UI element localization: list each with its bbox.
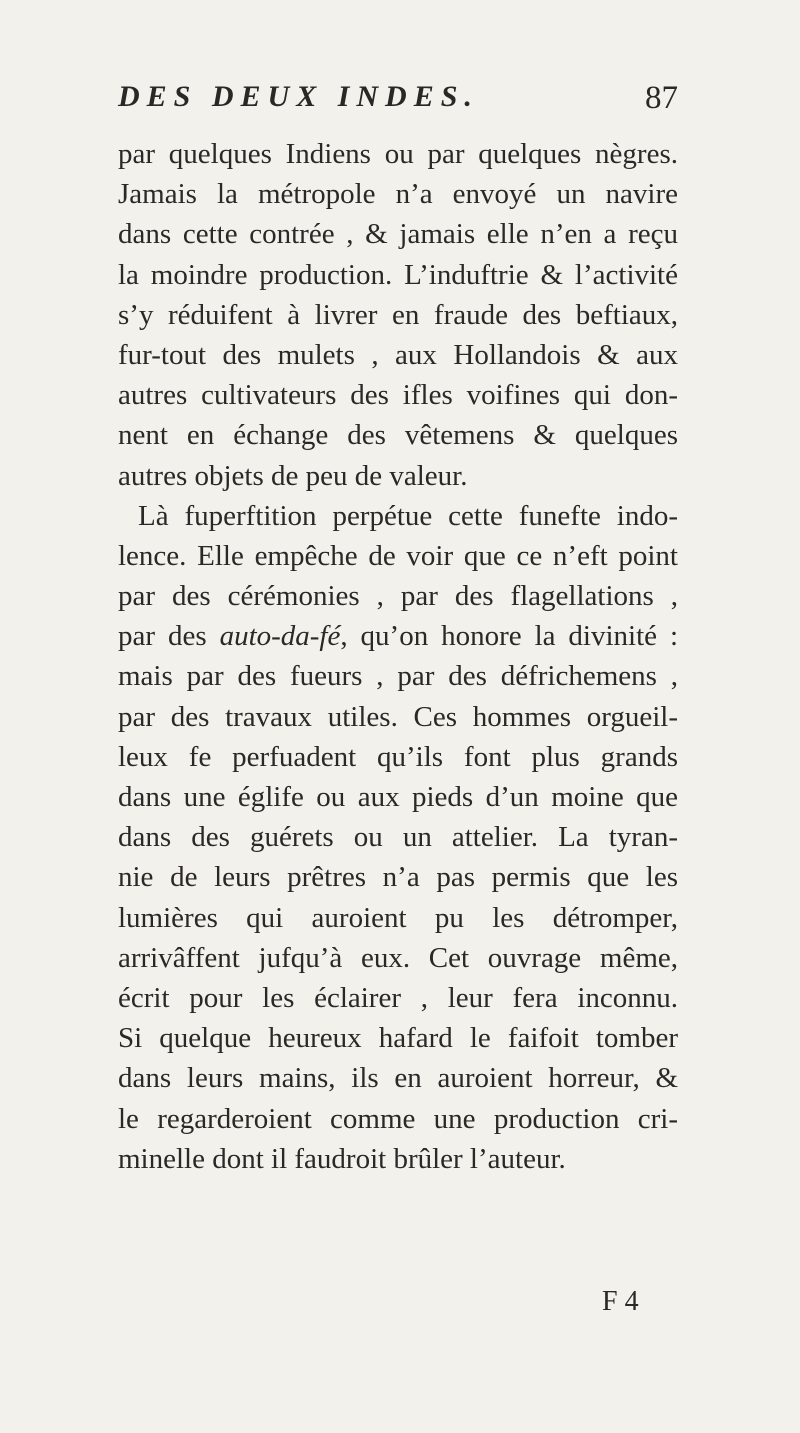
text-line-4: la moindre production. L’induftrie & l’activité <box>118 258 678 291</box>
text-line-10: Là fuperftition perpétue cette funefte indo- <box>138 499 678 532</box>
text-line-18: dans des guérets ou un attelier. La tyran- <box>118 821 678 854</box>
page-number: 87 <box>645 80 678 116</box>
text-line-20: lumières qui auroient pu les détromper, <box>118 901 678 934</box>
text-line-2: Jamais la métropole n’a envoyé un navire <box>118 178 678 211</box>
text-line-13-suffix: , qu’on honore la divinité : <box>340 620 679 653</box>
text-line-17: dans une églife ou aux pieds d’un moine que <box>118 781 678 813</box>
page-header <box>118 80 678 124</box>
text-line-25: le regarderoient comme une production cri- <box>118 1102 678 1135</box>
text-line-9: autres objets de peu de valeur. <box>118 459 468 492</box>
text-line-26: minelle dont il faudroit brûler l’auteur. <box>118 1142 566 1175</box>
text-line-3: dans cette contrée , & jamais elle n’en a reçu <box>118 218 678 251</box>
text-line-7: autres cultivateurs des ifles voifines qui don- <box>118 379 678 412</box>
text-line-5: s’y réduifent à livrer en fraude des beftiaux, <box>118 298 678 331</box>
text-line-22: écrit pour les éclairer , leur fera inconnu. <box>118 981 678 1014</box>
text-line-21: arrivâffent jufqu’à eux. Cet ouvrage même, <box>118 941 678 974</box>
text-line-13 <box>118 616 678 656</box>
text-line-14: mais par des fueurs , par des défrichemens , <box>118 660 678 693</box>
text-line-23: Si quelque heureux hafard le faifoit tomber <box>118 1022 678 1055</box>
text-line-6: fur-tout des mulets , aux Hollandois & aux <box>118 338 678 371</box>
text-line-11: lence. Elle empêche de voir que ce n’eft point <box>118 539 678 572</box>
text-line-12: par des cérémonies , par des flagellations , <box>118 580 678 613</box>
body-text <box>118 134 678 1179</box>
text-line-24: dans leurs mains, ils en auroient horreur, & <box>118 1062 678 1095</box>
text-line-15: par des travaux utiles. Ces hommes orgueil- <box>118 700 678 733</box>
running-title: DES DEUX INDES. <box>118 80 479 113</box>
text-line-8: nent en échange des vêtemens & quelques <box>118 419 678 452</box>
italic-phrase: auto-da-fé <box>219 620 341 653</box>
text-line-19: nie de leurs prêtres n’a pas permis que les <box>118 861 678 894</box>
signature-mark: F 4 <box>602 1286 639 1317</box>
text-line-16: leux fe perfuadent qu’ils font plus grands <box>118 740 678 773</box>
text-line-13-prefix: par des <box>118 620 207 653</box>
text-line-1: par quelques Indiens ou par quelques nègres. <box>118 138 678 170</box>
